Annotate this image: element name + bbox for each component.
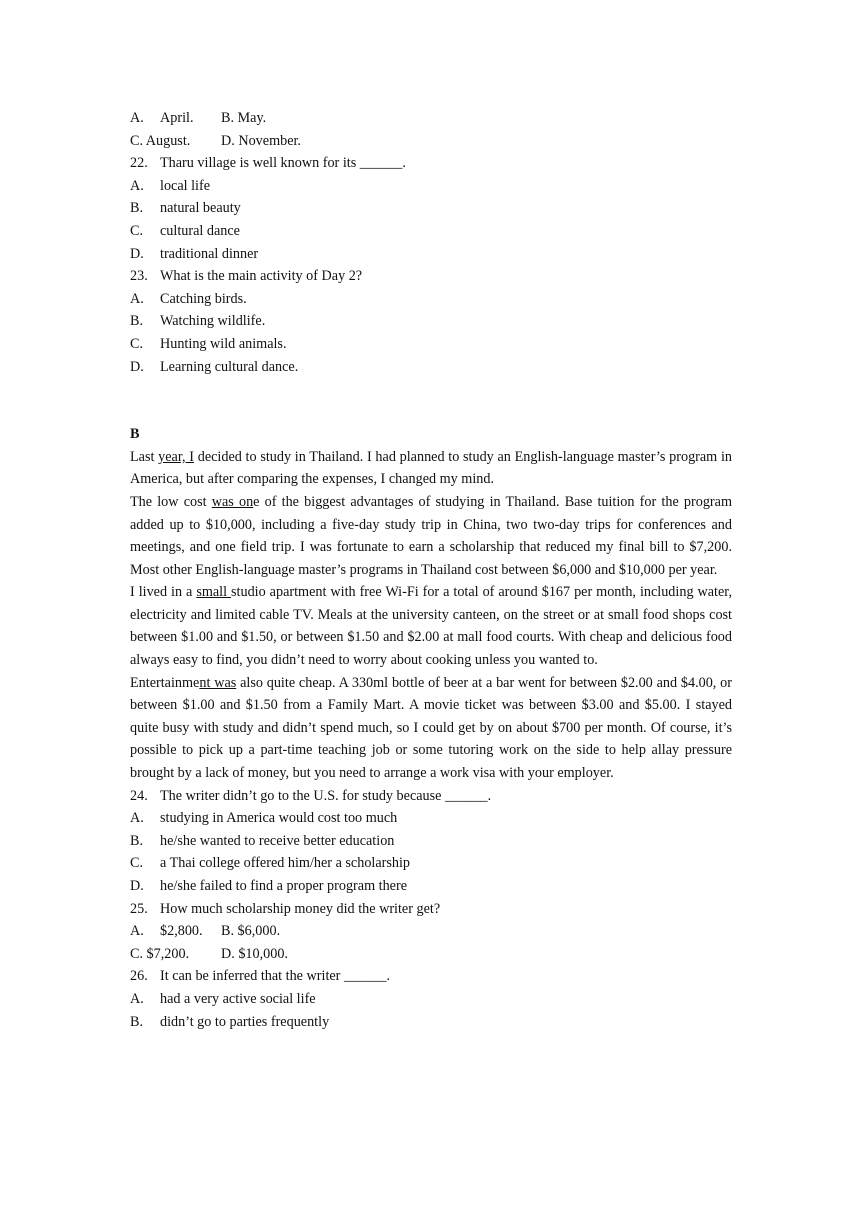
q24-number: 24. [130, 787, 148, 804]
q25-stem [130, 898, 732, 921]
underlined-text: nt was [199, 674, 237, 691]
option-text: had a very active social life [160, 990, 316, 1007]
q21-option-b: B. May. [221, 110, 267, 126]
q25-options-row-2 [130, 943, 732, 966]
paragraph-text: studio apartment with free Wi-Fi for a total of around $167 per month, including water, electricity and limited cable TV. Meals at the university canteen, on the street or at small food shops cost between $1.00 and $1.50, or between $1.50 and $2.00 at mall food courts. With cheap and delicious food always easy to find, you didn’t need to worry about cooking unless you wanted to. [130, 584, 732, 669]
option-text: Hunting wild animals. [160, 335, 287, 352]
option-letter: B. [130, 1013, 144, 1030]
q24-option-d [130, 875, 732, 898]
option-text: studying in America would cost too much [160, 810, 398, 827]
q22-option-b [130, 197, 732, 220]
q21-options-row-1 [130, 107, 732, 130]
option-text: traditional dinner [160, 245, 259, 262]
option-text: Catching birds. [160, 290, 247, 307]
q25-stem-text: How much scholarship money did the writer get? [160, 900, 441, 917]
option-letter: B. [130, 832, 144, 849]
q22-number: 22. [130, 155, 148, 172]
paragraph-text: Last [130, 448, 159, 465]
option-letter: D. [130, 878, 144, 894]
q22-stem-text: Tharu village is well known for its ______. [160, 155, 406, 172]
passage-paragraph-3 [130, 581, 732, 671]
option-text: Watching wildlife. [160, 313, 266, 330]
option-text: he/she failed to find a proper program there [160, 878, 407, 894]
q25-option-b: B. $6,000. [221, 923, 281, 940]
q23-stem-text: What is the main activity of Day 2? [160, 268, 363, 285]
q25-option-d: D. $10,000. [221, 945, 288, 962]
option-text: cultural dance [160, 222, 240, 239]
paragraph-text: I lived in a [130, 584, 197, 601]
q24-option-b [130, 830, 732, 853]
option-letter: A. [130, 177, 144, 194]
q22-stem [130, 152, 732, 175]
q25-option-c: C. $7,200. [130, 945, 190, 962]
q23-stem [130, 265, 732, 288]
option-letter: D. [130, 358, 144, 375]
section-spacer [130, 378, 732, 423]
passage-paragraph-1 [130, 446, 732, 491]
q21-option-d: D. November. [221, 132, 301, 149]
q22-option-a [130, 175, 732, 198]
paragraph-text: decided to study in Thailand. I had planned to study an English-language master’s program in America, but after comparing the expenses, I changed my mind. [130, 448, 732, 488]
q25-options-row-1 [130, 920, 732, 943]
q23-option-d [130, 356, 732, 379]
q26-option-a [130, 988, 732, 1011]
option-text: local life [160, 177, 211, 194]
underlined-text: year, I [158, 448, 194, 465]
option-letter: C. [130, 335, 144, 352]
passage-paragraph-2 [130, 491, 732, 581]
q23-option-b [130, 310, 732, 333]
option-letter: D. [130, 245, 144, 262]
option-text: Learning cultural dance. [160, 358, 299, 375]
q24-option-c [130, 852, 732, 875]
q21-option-a-letter: A. [130, 110, 144, 126]
option-text: he/she wanted to receive better education [160, 832, 395, 849]
option-letter: B. [130, 313, 144, 330]
q23-number: 23. [130, 268, 148, 285]
q25-option-a-letter: A. [130, 923, 144, 940]
paragraph-text: The low cost [130, 493, 212, 510]
paragraph-text: Entertainme [130, 674, 200, 691]
q21-option-c: C. August. [130, 132, 191, 149]
option-letter: A. [130, 810, 144, 827]
option-letter: C. [130, 222, 144, 239]
q21-option-a-text: April. [160, 110, 194, 126]
q26-stem-text: It can be inferred that the writer ______. [160, 968, 391, 985]
q24-stem-text: The writer didn’t go to the U.S. for study because ______. [160, 787, 492, 804]
q22-option-c [130, 220, 732, 243]
q25-number: 25. [130, 900, 148, 917]
passage-paragraph-4 [130, 672, 732, 785]
option-text: natural beauty [160, 200, 241, 217]
option-letter: A. [130, 290, 144, 307]
option-text: a Thai college offered him/her a scholarship [160, 855, 411, 872]
option-letter: C. [130, 855, 144, 872]
q26-stem [130, 965, 732, 988]
q23-option-c [130, 333, 732, 356]
underlined-text: small [196, 584, 232, 601]
q21-options-row-2 [130, 130, 732, 153]
paragraph-text: e of the biggest advantages of studying in Thailand. Base tuition for the program added up to $10,000, including a five-day study trip in China, two two-day trips for conferences and meetings, and one field trip. I was fortunate to earn a scholarship that reduced my final bill to $7,200. Most other English-language master’s programs in Thailand cost between $6,000 and $10,000 per year. [130, 493, 732, 578]
option-letter: A. [130, 990, 144, 1007]
paragraph-text: also quite cheap. A 330ml bottle of beer at a bar went for between $2.00 and $4.00, or between $1.00 and $1.50 from a Family Mart. A movie ticket was between $3.00 and $5.00. I stayed quite busy with study and didn’t spend much, so I could get by on about $700 per month. Of course, it’s possible to pick up a part-time teaching job or some tutoring work on the side to help allay pressure brought by a lack of money, but you need to arrange a work visa with your employer. [130, 674, 732, 782]
q24-stem [130, 785, 732, 808]
document-content [130, 107, 732, 1033]
q25-option-a-text: $2,800. [160, 923, 203, 940]
option-text: didn’t go to parties frequently [160, 1013, 330, 1030]
q26-option-b [130, 1011, 732, 1034]
q22-option-d [130, 243, 732, 266]
section-b-heading: B [130, 426, 140, 443]
q24-option-a [130, 807, 732, 830]
option-letter: B. [130, 200, 144, 217]
underlined-text: was on [211, 493, 254, 510]
q23-option-a [130, 288, 732, 311]
q26-number: 26. [130, 968, 148, 985]
